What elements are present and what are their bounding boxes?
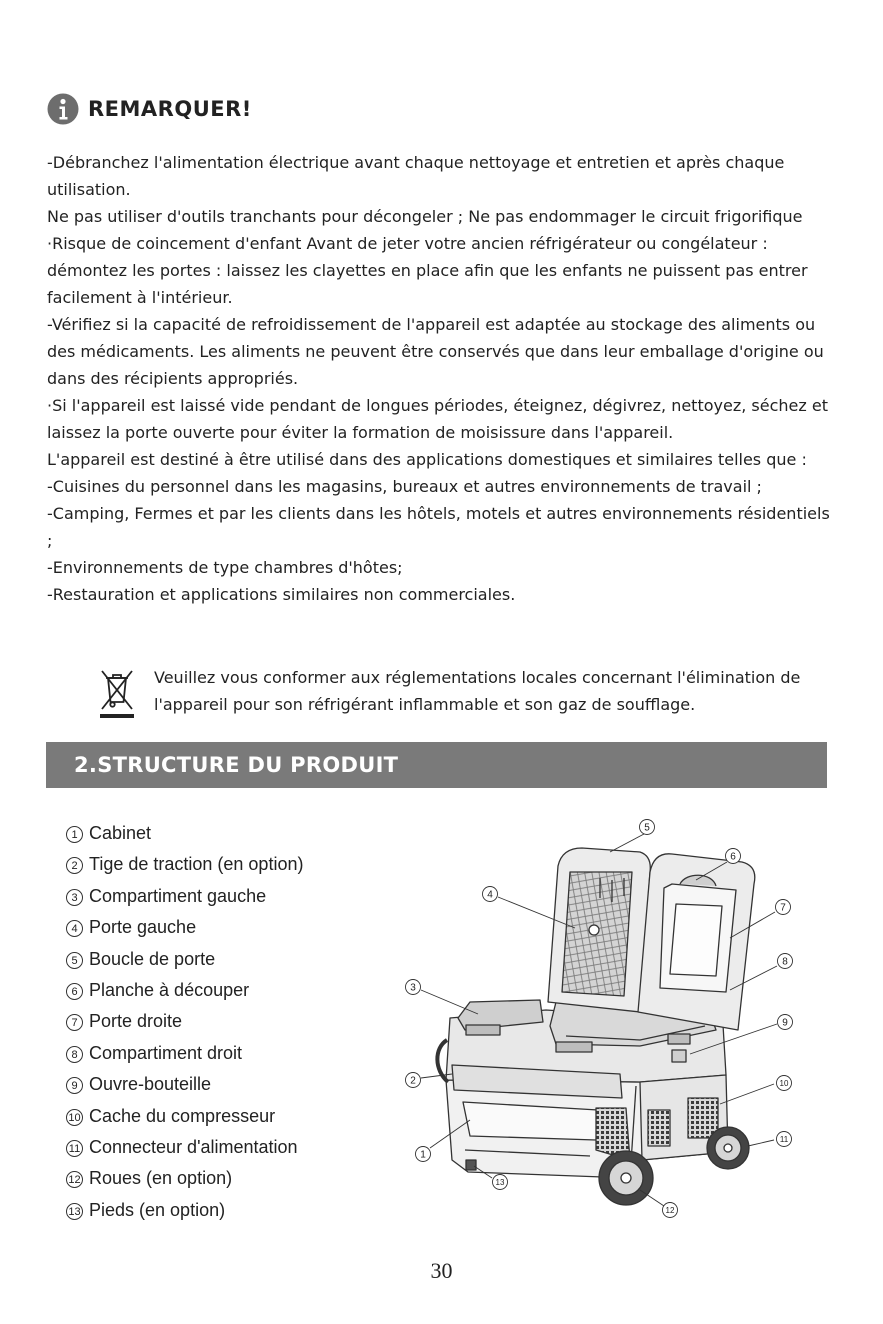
callout-3: 3 [410, 982, 416, 994]
part-label: Pieds (en option) [89, 1199, 226, 1220]
list-item [66, 849, 303, 880]
list-item [66, 1101, 303, 1132]
callout-number: 11 [66, 1140, 83, 1157]
list-item [66, 881, 303, 912]
callout-10: 10 [779, 1079, 789, 1088]
callout-5: 5 [644, 822, 650, 834]
part-label: Porte droite [89, 1011, 183, 1032]
callout-7: 7 [780, 902, 786, 914]
paragraph: -Restauration et applications similaires non commerciales. [47, 585, 516, 604]
part-label: Porte gauche [89, 917, 197, 938]
part-label: Roues (en option) [89, 1168, 233, 1189]
part-label: Cache du compresseur [89, 1105, 276, 1126]
info-icon [47, 93, 79, 125]
list-item [66, 1038, 303, 1069]
callout-2: 2 [410, 1075, 416, 1087]
paragraph: -Environnements de type chambres d'hôtes; [47, 558, 403, 577]
parts-list [66, 818, 303, 1226]
callout-number: 12 [66, 1171, 83, 1188]
callout-9: 9 [782, 1017, 788, 1029]
list-item [66, 1132, 303, 1163]
part-label: Compartiment gauche [89, 885, 267, 906]
crossed-bin-icon [96, 666, 138, 720]
callout-11: 11 [779, 1135, 789, 1144]
list-item [66, 975, 303, 1006]
callout-13: 13 [495, 1178, 505, 1187]
paragraph: Ne pas utiliser d'outils tranchants pour décongeler ; Ne pas endommager le circuit frigorifique [47, 207, 803, 226]
callout-number: 10 [66, 1109, 83, 1126]
paragraph: L'appareil est destiné à être utilisé dans des applications domestiques et similaires telles que : [47, 450, 807, 469]
list-item [66, 1006, 303, 1037]
paragraph: -Cuisines du personnel dans les magasins, bureaux et autres environnements de travail ; [47, 477, 762, 496]
paragraph: -Débranchez l'alimentation électrique avant chaque nettoyage et entretien et après chaque utilisation. [47, 153, 785, 199]
callout-number: 2 [66, 857, 83, 874]
list-item [66, 1069, 303, 1100]
callout-number: 5 [66, 952, 83, 969]
callout-12: 12 [665, 1206, 675, 1215]
paragraph: ·Risque de coincement d'enfant Avant de jeter votre ancien réfrigérateur ou congélateur : démontez les portes : laissez les clayettes en place afin que les enfants ne puissent pas entrer facilement à l'intérieur. [47, 234, 808, 307]
paragraph: -Camping, Fermes et par les clients dans les hôtels, motels et autres environnements résidentiels ; [47, 504, 830, 550]
disposal-text: Veuillez vous conformer aux réglementations locales concernant l'élimination de l'appareil pour son réfrigérant inflammable et son gaz de soufflage. [154, 668, 801, 714]
callout-number: 9 [66, 1077, 83, 1094]
part-label: Tige de traction (en option) [89, 854, 304, 875]
section-header [46, 742, 827, 788]
section-title: 2.STRUCTURE DU PRODUIT [74, 753, 399, 777]
notice-heading [47, 93, 252, 125]
list-item [66, 818, 303, 849]
callout-number: 6 [66, 983, 83, 1000]
paragraph: -Vérifiez si la capacité de refroidissement de l'appareil est adaptée au stockage des aliments ou des médicaments. Les aliments ne peuvent être conservés que dans leur emballage d'origine ou dans des récipients appropriés. [47, 315, 824, 388]
callout-1: 1 [420, 1149, 426, 1161]
callout-number: 4 [66, 920, 83, 937]
part-label: Connecteur d'alimentation [89, 1136, 298, 1157]
list-item [66, 912, 303, 943]
part-label: Ouvre-bouteille [89, 1074, 212, 1095]
list-item [66, 944, 303, 975]
product-diagram [396, 812, 826, 1224]
callout-number: 1 [66, 826, 83, 843]
part-label: Boucle de porte [89, 948, 216, 969]
notice-title: REMARQUER! [88, 97, 252, 121]
part-label: Cabinet [89, 823, 152, 843]
part-label: Planche à découper [89, 979, 250, 1000]
callout-number: 8 [66, 1046, 83, 1063]
paragraph: ·Si l'appareil est laissé vide pendant de longues périodes, éteignez, dégivrez, nettoyez, séchez et laissez la porte ouverte pour éviter la formation de moisissure dans l'appareil. [47, 396, 828, 442]
callout-number: 7 [66, 1014, 83, 1031]
callout-number: 3 [66, 889, 83, 906]
notice-body [47, 149, 837, 608]
disposal-notice [96, 664, 826, 720]
callout-4: 4 [487, 889, 493, 901]
list-item [66, 1195, 303, 1226]
callout-number: 13 [66, 1203, 83, 1220]
part-label: Compartiment droit [89, 1042, 243, 1063]
list-item [66, 1163, 303, 1194]
callout-6: 6 [730, 851, 736, 863]
callout-8: 8 [782, 956, 788, 968]
page-number: 30 [430, 1258, 453, 1283]
